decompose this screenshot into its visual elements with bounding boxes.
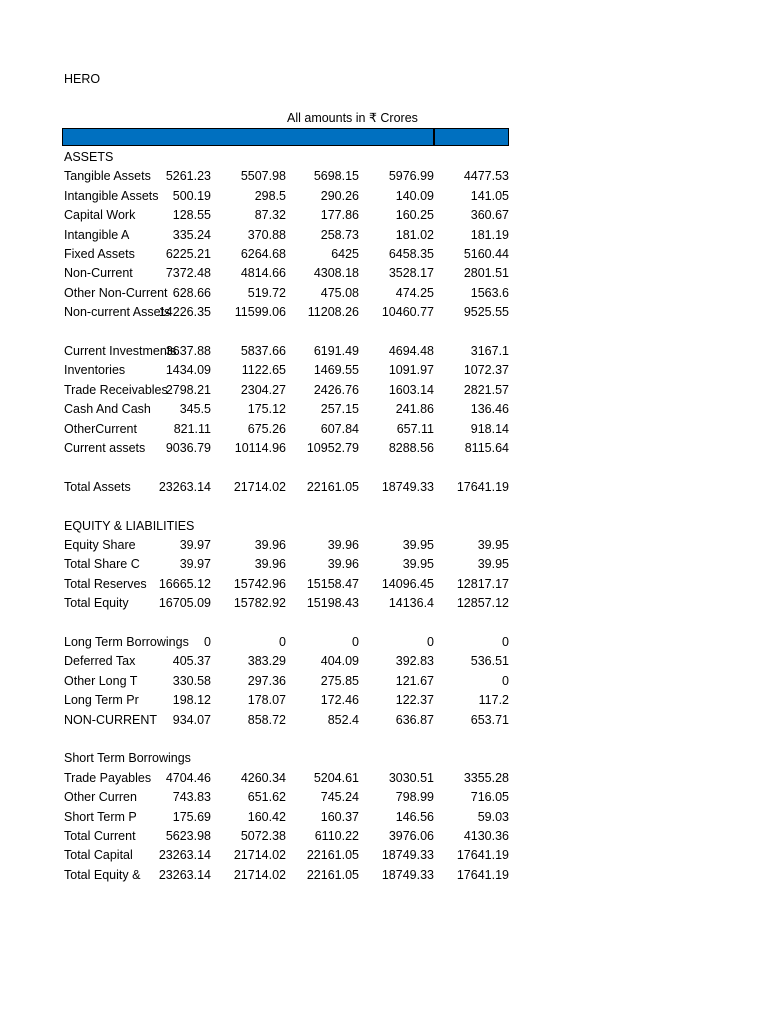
value-cell: 39.96 [327, 538, 359, 552]
value-cell: 1469.55 [313, 363, 359, 378]
value-cell: 16665.12 [158, 576, 211, 591]
value-cell: 6191.49 [313, 344, 359, 358]
value-cell: 136.46 [470, 402, 509, 417]
value-cell: 21714.02 [233, 867, 286, 882]
row-label: Total Reserves [64, 576, 147, 591]
value-cell: 21714.02 [233, 479, 286, 494]
row-label: Tangible Assets [64, 169, 151, 184]
value-cell: 607.84 [320, 421, 359, 436]
value-cell: 4260.34 [240, 770, 286, 785]
value-cell: 3976.06 [388, 829, 434, 843]
value-cell: 181.19 [470, 227, 509, 242]
value-cell: 15158.47 [306, 576, 359, 591]
value-cell: 175.12 [247, 402, 286, 417]
units-note: All amounts in ₹ Crores [287, 111, 418, 125]
value-cell: 0 [204, 635, 211, 649]
row-label: Total Capital [64, 848, 133, 863]
value-cell: 5204.61 [313, 770, 359, 785]
row-label: Total Current [64, 829, 136, 843]
value-cell: 2821.57 [463, 382, 509, 397]
row-label: Intangible Assets [64, 188, 159, 203]
header-bar-divider [433, 128, 435, 146]
row-label: Non-current Assets [64, 305, 171, 320]
value-cell: 275.85 [320, 673, 359, 688]
value-cell: 9525.55 [463, 305, 509, 320]
value-cell: 6225.21 [165, 247, 211, 261]
value-cell: 297.36 [247, 673, 286, 688]
value-cell: 175.69 [172, 809, 211, 824]
value-cell: 5072.38 [240, 829, 286, 843]
row-label: Trade Payables [64, 770, 152, 785]
value-cell: 160.37 [320, 809, 359, 824]
value-cell: 1091.97 [388, 363, 434, 378]
value-cell: 821.11 [173, 421, 211, 436]
value-cell: 5160.44 [463, 247, 509, 261]
value-cell: 5976.99 [388, 169, 434, 184]
value-cell: 177.86 [320, 208, 359, 223]
row-label: Capital Work [64, 208, 136, 223]
value-cell: 14136.4 [388, 596, 434, 611]
value-cell: 18749.33 [381, 479, 434, 494]
value-cell: 6425 [331, 247, 359, 261]
value-cell: 18749.33 [381, 867, 434, 882]
value-cell: 370.88 [247, 227, 286, 242]
value-cell: 18749.33 [381, 848, 434, 863]
value-cell: 23263.14 [158, 479, 211, 494]
value-cell: 39.97 [179, 557, 211, 572]
value-cell: 5698.15 [313, 169, 359, 184]
value-cell: 140.09 [395, 188, 434, 203]
value-cell: 653.71 [470, 712, 509, 727]
value-cell: 2798.21 [165, 382, 211, 397]
value-cell: 0 [502, 673, 509, 688]
value-cell: 335.24 [172, 227, 211, 242]
value-cell: 14096.45 [381, 576, 434, 591]
value-cell: 918.14 [470, 421, 509, 436]
value-cell: 474.25 [395, 285, 434, 300]
value-cell: 15742.96 [233, 576, 286, 591]
row-label: Short Term Borrowings [64, 751, 191, 766]
value-cell: 258.73 [320, 227, 359, 242]
row-label: OtherCurrent [64, 421, 137, 436]
value-cell: 858.72 [247, 712, 286, 727]
row-label: Trade Receivables [64, 382, 168, 397]
value-cell: 934.07 [172, 712, 211, 727]
row-label: Inventories [64, 363, 126, 378]
value-cell: 2304.27 [240, 382, 286, 397]
value-cell: 22161.05 [306, 848, 359, 863]
row-label: Long Term Pr [64, 693, 139, 708]
value-cell: 121.67 [395, 673, 434, 688]
value-cell: 9036.79 [165, 441, 211, 455]
value-cell: 798.99 [395, 790, 434, 805]
value-cell: 383.29 [247, 654, 286, 669]
value-cell: 14226.35 [158, 305, 211, 320]
value-cell: 404.09 [320, 654, 359, 669]
value-cell: 87.32 [254, 208, 286, 223]
value-cell: 675.26 [247, 421, 286, 436]
value-cell: 15198.43 [306, 596, 359, 611]
value-cell: 141.05 [470, 188, 509, 203]
value-cell: 2426.76 [313, 382, 359, 397]
value-cell: 3167.1 [470, 344, 509, 358]
value-cell: 4694.48 [388, 344, 434, 358]
value-cell: 17641.19 [456, 848, 509, 863]
value-cell: 298.5 [254, 188, 286, 203]
row-label: Intangible A [64, 227, 130, 242]
value-cell: 0 [352, 635, 359, 649]
row-label: Other Long T [64, 673, 138, 688]
value-cell: 8288.56 [388, 441, 434, 455]
value-cell: 7372.48 [165, 266, 211, 281]
value-cell: 39.96 [327, 557, 359, 572]
value-cell: 11208.26 [307, 305, 359, 320]
value-cell: 8115.64 [464, 441, 509, 455]
row-label: Total Equity [64, 596, 129, 611]
value-cell: 4477.53 [463, 169, 509, 184]
value-cell: 15782.92 [233, 596, 286, 611]
value-cell: 536.51 [470, 654, 509, 669]
value-cell: 360.67 [470, 208, 509, 223]
value-cell: 23263.14 [158, 867, 211, 882]
row-label: Deferred Tax [64, 654, 136, 669]
row-label: Non-Current [64, 266, 133, 281]
value-cell: 6110.22 [314, 829, 359, 843]
value-cell: 6264.68 [240, 247, 286, 261]
value-cell: 475.08 [320, 285, 359, 300]
value-cell: 0 [279, 635, 286, 649]
value-cell: 4704.46 [165, 770, 211, 785]
value-cell: 5837.66 [240, 344, 286, 358]
sheet-title: HERO [64, 72, 101, 86]
value-cell: 628.66 [172, 285, 211, 300]
row-label: Long Term Borrowings [64, 635, 189, 649]
value-cell: 1434.09 [165, 363, 211, 378]
row-label: Fixed Assets [64, 247, 135, 261]
value-cell: 519.72 [247, 285, 286, 300]
value-cell: 17641.19 [456, 867, 509, 882]
value-cell: 21714.02 [233, 848, 286, 863]
row-label: Cash And Cash [64, 402, 151, 417]
row-label: Current Investments [64, 344, 177, 358]
value-cell: 5623.98 [165, 829, 211, 843]
value-cell: 39.95 [402, 557, 434, 572]
row-label: Total Equity & [64, 867, 141, 882]
value-cell: 39.95 [477, 557, 509, 572]
value-cell: 12817.17 [456, 576, 509, 591]
value-cell: 651.62 [247, 790, 286, 805]
value-cell: 392.83 [395, 654, 434, 669]
value-cell: 12857.12 [456, 596, 509, 611]
value-cell: 22161.05 [306, 867, 359, 882]
value-cell: 5507.98 [240, 169, 286, 184]
value-cell: 3637.88 [165, 344, 211, 358]
row-label: ASSETS [64, 150, 114, 164]
value-cell: 1072.37 [463, 363, 509, 378]
value-cell: 39.96 [254, 557, 286, 572]
row-label: Total Share C [64, 557, 140, 572]
value-cell: 3030.51 [388, 770, 434, 785]
value-cell: 178.07 [247, 693, 286, 708]
value-cell: 22161.05 [306, 479, 359, 494]
value-cell: 39.95 [477, 538, 509, 552]
value-cell: 160.25 [395, 208, 434, 223]
value-cell: 23263.14 [158, 848, 211, 863]
value-cell: 290.26 [320, 188, 359, 203]
value-cell: 330.58 [172, 673, 211, 688]
row-label: Current assets [64, 441, 146, 455]
value-cell: 0 [502, 635, 509, 649]
value-cell: 745.24 [320, 790, 359, 805]
value-cell: 198.12 [172, 693, 211, 708]
value-cell: 146.56 [395, 809, 434, 824]
value-cell: 405.37 [172, 654, 211, 669]
value-cell: 2801.51 [463, 266, 509, 281]
value-cell: 117.2 [478, 693, 509, 708]
value-cell: 852.4 [327, 712, 359, 727]
row-label: Equity Share [64, 538, 136, 552]
value-cell: 345.5 [179, 402, 211, 417]
value-cell: 743.83 [172, 790, 211, 805]
value-cell: 59.03 [477, 809, 509, 824]
value-cell: 657.11 [396, 421, 434, 436]
header-bar [62, 128, 509, 146]
value-cell: 1122.65 [241, 363, 286, 378]
value-cell: 17641.19 [456, 479, 509, 494]
value-cell: 6458.35 [388, 247, 434, 261]
value-cell: 181.02 [395, 227, 434, 242]
value-cell: 500.19 [172, 188, 211, 203]
value-cell: 0 [427, 635, 434, 649]
value-cell: 716.05 [470, 790, 509, 805]
row-label: Other Curren [64, 790, 137, 805]
row-label: EQUITY & LIABILITIES [64, 518, 195, 533]
value-cell: 3355.28 [463, 770, 509, 785]
value-cell: 636.87 [395, 712, 434, 727]
value-cell: 122.37 [395, 693, 434, 708]
value-cell: 10952.79 [306, 441, 359, 455]
value-cell: 10460.77 [381, 305, 434, 320]
value-cell: 39.96 [254, 538, 286, 552]
value-cell: 4308.18 [313, 266, 359, 281]
value-cell: 10114.96 [234, 441, 286, 455]
value-cell: 257.15 [320, 402, 359, 417]
value-cell: 1603.14 [388, 382, 434, 397]
value-cell: 16705.09 [158, 596, 211, 611]
value-cell: 172.46 [320, 693, 359, 708]
row-label: Other Non-Current [64, 285, 168, 300]
value-cell: 5261.23 [165, 169, 211, 184]
value-cell: 241.86 [395, 402, 434, 417]
value-cell: 128.55 [172, 208, 211, 223]
value-cell: 1563.6 [470, 285, 509, 300]
row-label: Short Term P [64, 809, 137, 824]
value-cell: 4814.66 [240, 266, 286, 281]
value-cell: 39.95 [402, 538, 434, 552]
row-label: NON-CURRENT [64, 712, 158, 727]
value-cell: 39.97 [179, 538, 211, 552]
row-label: Total Assets [64, 479, 131, 494]
value-cell: 4130.36 [463, 829, 509, 843]
value-cell: 160.42 [247, 809, 286, 824]
value-cell: 11599.06 [234, 305, 286, 320]
value-cell: 3528.17 [388, 266, 434, 281]
